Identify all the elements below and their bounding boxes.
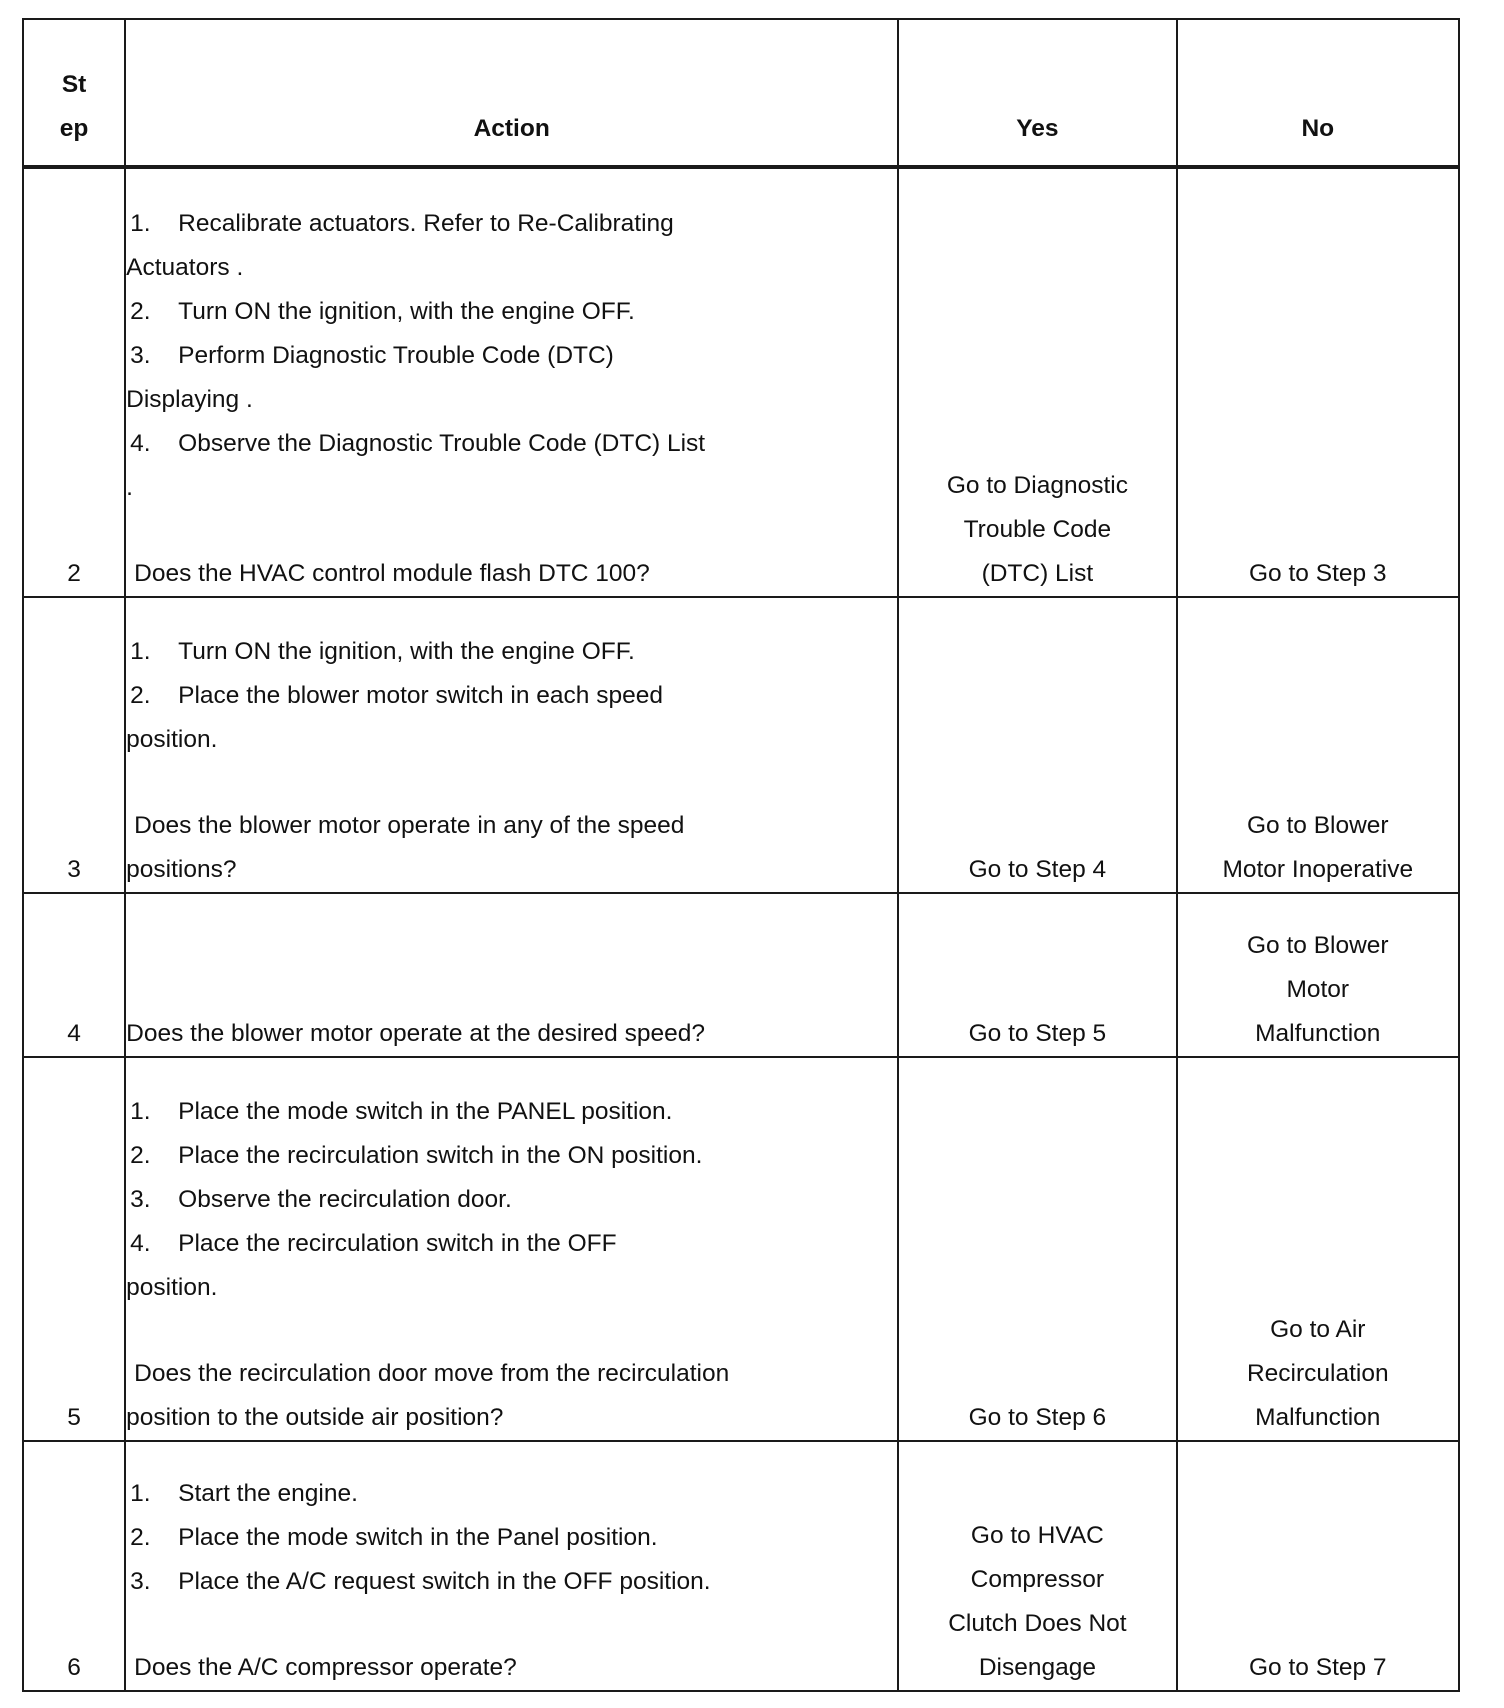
step-question: Does the blower motor operate in any of the speed <box>134 812 685 839</box>
yes-line: Go to HVAC <box>970 1522 1104 1549</box>
no-line: Go to Blower <box>1246 812 1389 839</box>
header-step-line2: ep <box>59 115 89 142</box>
yes-line: Clutch Does Not <box>948 1610 1127 1637</box>
header-step <box>23 19 125 167</box>
no-line: Go to Step 3 <box>1249 560 1387 587</box>
diagnostic-table <box>22 18 1460 1692</box>
action-cell <box>125 167 898 597</box>
step-number: 2 <box>23 167 125 597</box>
step-item-number: 1. <box>130 638 151 665</box>
action-cell <box>125 893 898 1057</box>
step-item-text: Observe the Diagnostic Trouble Code (DTC) List <box>178 430 706 457</box>
header-no: No <box>1177 19 1459 167</box>
step-question-continuation: position to the outside air position? <box>126 1404 504 1431</box>
step-question: Does the A/C compressor operate? <box>134 1654 517 1681</box>
step-item-number: 4. <box>130 430 151 457</box>
step-item-text: Observe the recirculation door. <box>178 1186 512 1213</box>
step-item-continuation: Displaying . <box>126 386 253 413</box>
no-cell <box>1177 167 1459 597</box>
step-item-continuation: position. <box>126 726 218 753</box>
header-row <box>23 19 1459 167</box>
step-item-number: 3. <box>130 1186 151 1213</box>
yes-line: Go to Step 6 <box>968 1404 1107 1431</box>
no-line: Malfunction <box>1255 1404 1381 1431</box>
step-item-text: Place the blower motor switch in each speed <box>178 682 663 709</box>
step-item-text: Place the recirculation switch in the OFF <box>178 1230 617 1257</box>
no-line: Motor Inoperative <box>1222 856 1414 883</box>
no-line: Malfunction <box>1255 1020 1381 1047</box>
yes-line: Trouble Code <box>963 516 1112 543</box>
yes-cell <box>898 1441 1176 1691</box>
action-cell <box>125 1441 898 1691</box>
no-line: Motor <box>1286 976 1350 1003</box>
step-number: 6 <box>23 1441 125 1691</box>
yes-line: Go to Step 4 <box>968 856 1107 883</box>
step-item-text: Turn ON the ignition, with the engine OFF. <box>178 298 635 325</box>
no-cell <box>1177 597 1459 893</box>
step-item-continuation: position. <box>126 1274 218 1301</box>
no-line: Recirculation <box>1246 1360 1389 1387</box>
step-number: 3 <box>23 597 125 893</box>
step-item-continuation: . <box>126 474 133 501</box>
table-row <box>23 167 1459 597</box>
step-number: 4 <box>23 893 125 1057</box>
step-item-number: 1. <box>130 1098 151 1125</box>
step-item-text: Perform Diagnostic Trouble Code (DTC) <box>178 342 614 369</box>
no-line: Go to Blower <box>1246 932 1389 959</box>
yes-line: Go to Step 5 <box>968 1020 1107 1047</box>
step-item-text: Start the engine. <box>178 1480 358 1507</box>
step-question-continuation: positions? <box>126 856 237 883</box>
step-item-text: Recalibrate actuators. Refer to Re-Calibrating <box>178 210 674 237</box>
step-item-number: 2. <box>130 1142 151 1169</box>
step-item-number: 4. <box>130 1230 151 1257</box>
header-step-line1: St <box>61 71 87 98</box>
table-row <box>23 597 1459 893</box>
step-item-text: Place the A/C request switch in the OFF position. <box>178 1568 711 1595</box>
no-line: Go to Step 7 <box>1249 1654 1387 1681</box>
table-row <box>23 893 1459 1057</box>
yes-cell <box>898 1057 1176 1441</box>
step-question: Does the recirculation door move from the recirculation <box>134 1360 730 1387</box>
step-item-text: Place the mode switch in the PANEL position. <box>178 1098 673 1125</box>
yes-cell <box>898 597 1176 893</box>
step-question: Does the HVAC control module flash DTC 100? <box>134 560 650 587</box>
step-item-text: Turn ON the ignition, with the engine OFF. <box>178 638 635 665</box>
yes-cell <box>898 167 1176 597</box>
table-row <box>23 1057 1459 1441</box>
step-item-number: 1. <box>130 210 151 237</box>
header-yes: Yes <box>898 19 1176 167</box>
step-item-number: 2. <box>130 682 151 709</box>
step-question: Does the blower motor operate at the desired speed? <box>126 1020 705 1047</box>
header-action: Action <box>125 19 898 167</box>
no-line: Go to Air <box>1270 1316 1366 1343</box>
yes-line: Disengage <box>978 1654 1096 1681</box>
step-item-text: Place the mode switch in the Panel position. <box>178 1524 658 1551</box>
step-item-number: 3. <box>130 1568 151 1595</box>
yes-line: Compressor <box>970 1566 1105 1593</box>
step-item-number: 1. <box>130 1480 151 1507</box>
step-item-number: 2. <box>130 298 151 325</box>
step-item-number: 3. <box>130 342 151 369</box>
step-number: 5 <box>23 1057 125 1441</box>
no-cell <box>1177 1057 1459 1441</box>
no-cell <box>1177 893 1459 1057</box>
yes-cell <box>898 893 1176 1057</box>
step-item-continuation: Actuators . <box>126 254 244 281</box>
yes-line: (DTC) List <box>981 560 1094 587</box>
yes-line: Go to Diagnostic <box>946 472 1128 499</box>
table-row <box>23 1441 1459 1691</box>
action-cell <box>125 1057 898 1441</box>
action-cell <box>125 597 898 893</box>
step-item-number: 2. <box>130 1524 151 1551</box>
step-item-text: Place the recirculation switch in the ON position. <box>178 1142 703 1169</box>
no-cell <box>1177 1441 1459 1691</box>
